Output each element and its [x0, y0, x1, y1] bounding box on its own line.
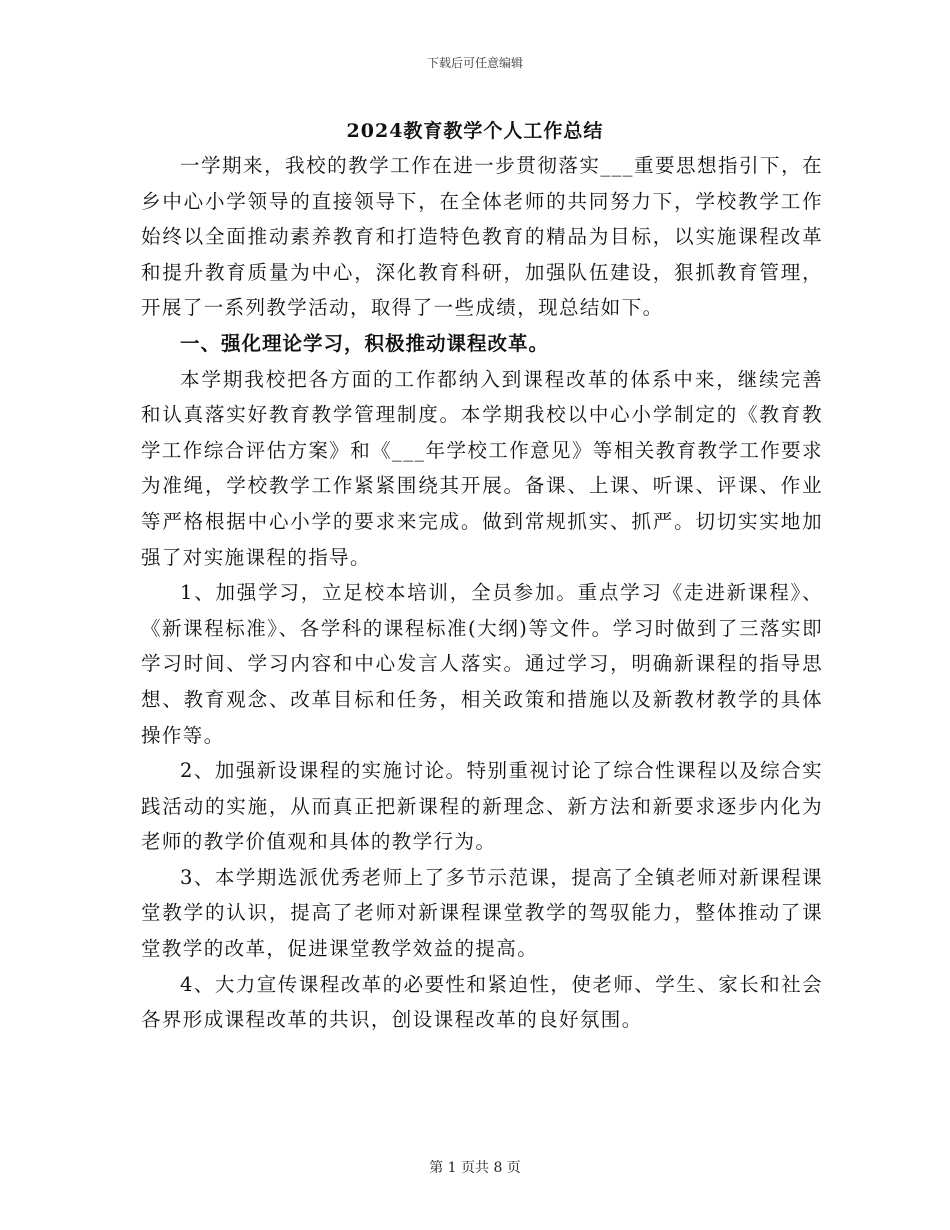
item-paragraph-1: 1、加强学习，立足校本培训，全员参加。重点学习《走进新课程》、《新课程标准》、各学科的课程标准(大纲)等文件。学习时做到了三落实即学习时间、学习内容和中心发言人落实。通过学习，明确新课程的指导思想、教育观念、改革目标和任务，相关政策和措施以及新教材教学的具体操作等。: [141, 581, 823, 747]
document-title: 2024教育教学个人工作总结: [346, 120, 604, 142]
page-footer: 第 1 页共 8 页: [429, 1160, 521, 1176]
header-note: 下载后可任意编辑: [426, 56, 523, 70]
item-paragraph-4: 4、大力宣传课程改革的必要性和紧迫性，使老师、学生、家长和社会各界形成课程改革的共识，创设课程改革的良好氛围。: [141, 972, 823, 1032]
section-heading: 一、强化理论学习，积极推动课程改革。: [180, 331, 550, 355]
section-paragraph: 本学期我校把各方面的工作都纳入到课程改革的体系中来，继续完善和认真落实好教育教学管理制度。本学期我校以中心小学制定的《教育教学工作综合评估方案》和《___年学校工作意见》等相关教育教学工作要求为准绳，学校教学工作紧紧围绕其开展。备课、上课、听课、评课、作业等严格根据中心小学的要求来完成。做到常规抓实、抓严。切切实实地加强了对实施课程的指导。: [141, 367, 823, 569]
item-paragraph-3: 3、本学期选派优秀老师上了多节示范课，提高了全镇老师对新课程课堂教学的认识，提高了老师对新课程课堂教学的驾驭能力，整体推动了课堂教学的改革，促进课堂教学效益的提高。: [141, 865, 823, 961]
document-body: [141, 148, 823, 1038]
item-paragraph-2: 2、加强新设课程的实施讨论。特别重视讨论了综合性课程以及综合实践活动的实施，从而真正把新课程的新理念、新方法和新要求逐步内化为老师的教学价值观和具体的教学行为。: [141, 759, 823, 854]
intro-paragraph: 一学期来，我校的教学工作在进一步贯彻落实___重要思想指引下，在乡中心小学领导的直接领导下，在全体老师的共同努力下，学校教学工作始终以全面推动素养教育和打造特色教育的精品为目标，以实施课程改革和提升教育质量为中心，深化教育科研，加强队伍建设，狠抓教育管理，开展了一系列教学活动，取得了一些成绩，现总结如下。: [141, 154, 823, 320]
